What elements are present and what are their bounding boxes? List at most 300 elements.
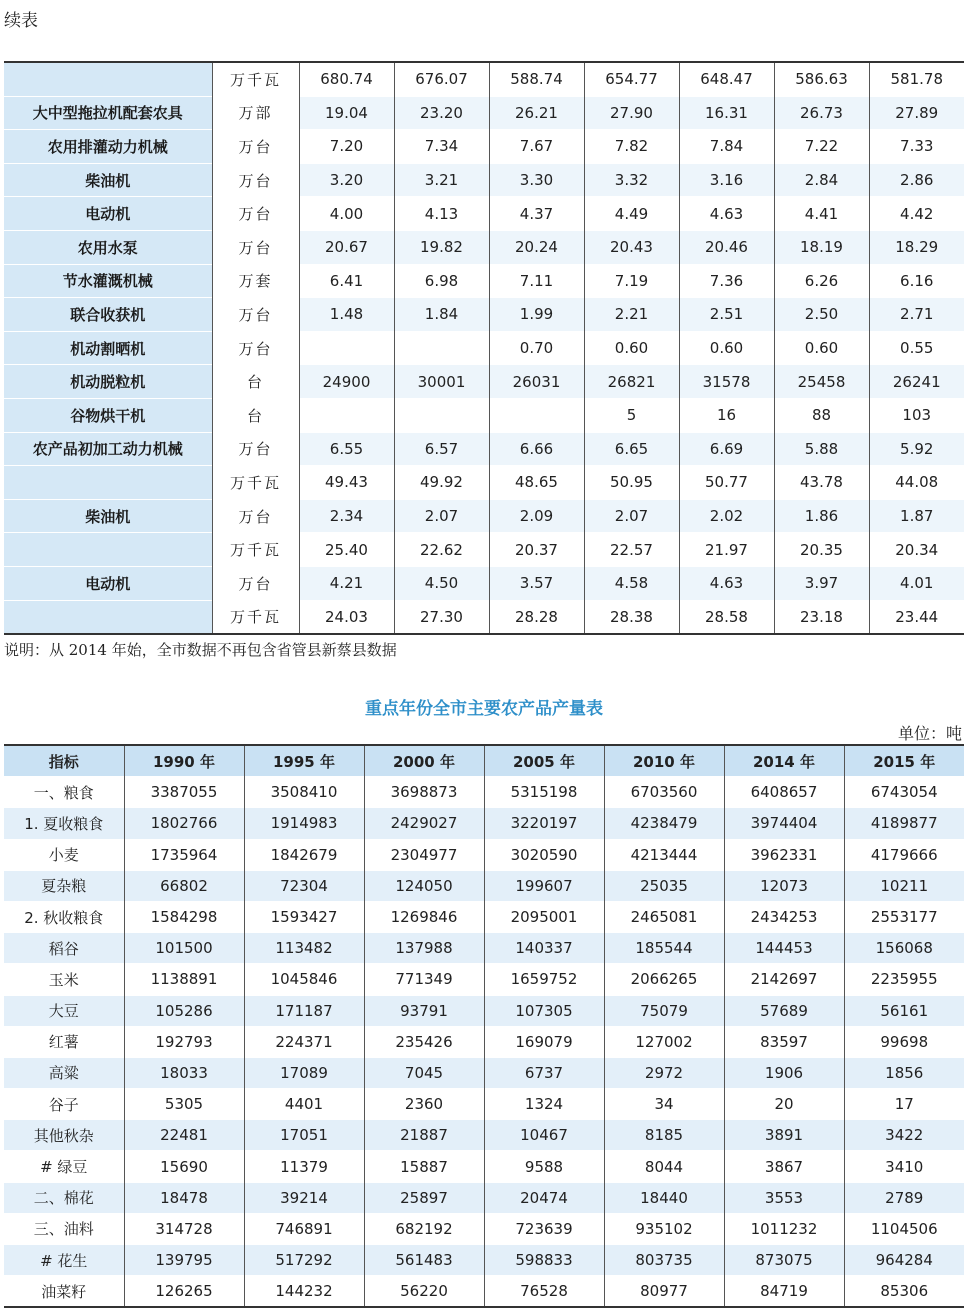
value-cell: 7.67 [489, 130, 584, 164]
unit-cell: 万台 [212, 298, 299, 332]
value-cell: 4.00 [299, 197, 394, 231]
value-cell: 3387055 [124, 777, 244, 808]
value-cell: 2304977 [364, 839, 484, 870]
row-label: 三、油料 [4, 1213, 124, 1244]
table-row [4, 499, 964, 533]
value-cell: 2553177 [844, 901, 964, 932]
value-cell: 3.21 [394, 163, 489, 197]
header-row [4, 745, 964, 777]
table-row [4, 466, 964, 500]
value-cell: 8044 [604, 1151, 724, 1182]
value-cell: 22.62 [394, 533, 489, 567]
row-label: 大豆 [4, 995, 124, 1026]
unit-cell: 万台 [212, 432, 299, 466]
value-cell [394, 398, 489, 432]
value-cell: 21.97 [679, 533, 774, 567]
value-cell: 156068 [844, 933, 964, 964]
value-cell: 2235955 [844, 964, 964, 995]
value-cell: 6.98 [394, 264, 489, 298]
table-row [4, 398, 964, 432]
unit-cell: 万台 [212, 230, 299, 264]
value-cell: 6.26 [774, 264, 869, 298]
value-cell: 84719 [724, 1276, 844, 1308]
value-cell: 49.43 [299, 466, 394, 500]
value-cell: 49.92 [394, 466, 489, 500]
value-cell: 2142697 [724, 964, 844, 995]
value-cell: 1.87 [869, 499, 964, 533]
value-cell: 224371 [244, 1026, 364, 1057]
value-cell: 1.86 [774, 499, 869, 533]
value-cell: 682192 [364, 1213, 484, 1244]
column-header: 2005 年 [484, 745, 604, 777]
value-cell [489, 398, 584, 432]
value-cell: 1659752 [484, 964, 604, 995]
table-row [4, 298, 964, 332]
value-cell: 314728 [124, 1213, 244, 1244]
value-cell: 598833 [484, 1245, 604, 1276]
table-row [4, 995, 964, 1026]
row-label [4, 533, 212, 567]
value-cell: 4.21 [299, 566, 394, 600]
value-cell: 80977 [604, 1276, 724, 1308]
value-cell: 25.40 [299, 533, 394, 567]
value-cell: 4401 [244, 1089, 364, 1120]
unit-cell: 万台 [212, 197, 299, 231]
value-cell: 23.18 [774, 600, 869, 634]
value-cell: 144232 [244, 1276, 364, 1308]
value-cell: 50.77 [679, 466, 774, 500]
value-cell: 1584298 [124, 901, 244, 932]
value-cell: 27.89 [869, 96, 964, 130]
continued-label: 续表 [4, 11, 38, 31]
value-cell: 105286 [124, 995, 244, 1026]
value-cell: 873075 [724, 1245, 844, 1276]
value-cell: 676.07 [394, 62, 489, 96]
value-cell: 2434253 [724, 901, 844, 932]
value-cell: 21887 [364, 1120, 484, 1151]
unit-cell: 万千瓦 [212, 533, 299, 567]
value-cell: 20.46 [679, 230, 774, 264]
table-row [4, 130, 964, 164]
value-cell: 2465081 [604, 901, 724, 932]
value-cell: 7.22 [774, 130, 869, 164]
value-cell: 23.44 [869, 600, 964, 634]
value-cell: 15887 [364, 1151, 484, 1182]
value-cell: 586.63 [774, 62, 869, 96]
value-cell: 20474 [484, 1182, 604, 1213]
table-row [4, 1120, 964, 1151]
table-row [4, 365, 964, 399]
value-cell: 6743054 [844, 777, 964, 808]
value-cell: 126265 [124, 1276, 244, 1308]
unit-cell: 台 [212, 398, 299, 432]
value-cell: 3.30 [489, 163, 584, 197]
table-row [4, 1089, 964, 1120]
value-cell: 581.78 [869, 62, 964, 96]
value-cell: 771349 [364, 964, 484, 995]
value-cell: 2.02 [679, 499, 774, 533]
value-cell: 4213444 [604, 839, 724, 870]
value-cell: 18.19 [774, 230, 869, 264]
value-cell: 50.95 [584, 466, 679, 500]
row-label: 谷子 [4, 1089, 124, 1120]
value-cell: 1011232 [724, 1213, 844, 1244]
value-cell: 4.37 [489, 197, 584, 231]
value-cell: 101500 [124, 933, 244, 964]
row-label: 联合收获机 [4, 298, 212, 332]
row-label: 农用水泵 [4, 230, 212, 264]
value-cell: 4189877 [844, 808, 964, 839]
row-label: 农产品初加工动力机械 [4, 432, 212, 466]
value-cell: 169079 [484, 1026, 604, 1057]
value-cell: 26031 [489, 365, 584, 399]
value-cell: 3891 [724, 1120, 844, 1151]
value-cell: 1842679 [244, 839, 364, 870]
value-cell: 18.29 [869, 230, 964, 264]
value-cell: 18440 [604, 1182, 724, 1213]
value-cell: 3553 [724, 1182, 844, 1213]
value-cell: 22481 [124, 1120, 244, 1151]
value-cell: 1802766 [124, 808, 244, 839]
value-cell: 17089 [244, 1057, 364, 1088]
value-cell: 107305 [484, 995, 604, 1026]
value-cell: 10211 [844, 870, 964, 901]
value-cell: 2.71 [869, 298, 964, 332]
row-label: 油菜籽 [4, 1276, 124, 1308]
value-cell: 2.09 [489, 499, 584, 533]
column-header: 2014 年 [724, 745, 844, 777]
value-cell: 2.51 [679, 298, 774, 332]
value-cell: 93791 [364, 995, 484, 1026]
value-cell: 0.70 [489, 331, 584, 365]
row-label: 柴油机 [4, 499, 212, 533]
value-cell: 6.69 [679, 432, 774, 466]
table-row [4, 1245, 964, 1276]
row-label: 谷物烘干机 [4, 398, 212, 432]
value-cell: 7.84 [679, 130, 774, 164]
value-cell: 561483 [364, 1245, 484, 1276]
value-cell: 17051 [244, 1120, 364, 1151]
value-cell [299, 398, 394, 432]
row-label: # 花生 [4, 1245, 124, 1276]
value-cell: 20.34 [869, 533, 964, 567]
value-cell: 0.60 [679, 331, 774, 365]
column-header: 2010 年 [604, 745, 724, 777]
table-row [4, 933, 964, 964]
unit-cell: 台 [212, 365, 299, 399]
value-cell: 16 [679, 398, 774, 432]
value-cell: 30001 [394, 365, 489, 399]
value-cell: 6.57 [394, 432, 489, 466]
table-row [4, 230, 964, 264]
unit-cell: 万千瓦 [212, 62, 299, 96]
value-cell: 2.07 [584, 499, 679, 533]
value-cell: 1593427 [244, 901, 364, 932]
value-cell: 1269846 [364, 901, 484, 932]
row-label: 红薯 [4, 1026, 124, 1057]
value-cell: 26.73 [774, 96, 869, 130]
value-cell: 24900 [299, 365, 394, 399]
value-cell: 1906 [724, 1057, 844, 1088]
value-cell: 648.47 [679, 62, 774, 96]
value-cell: 3698873 [364, 777, 484, 808]
value-cell: 2.50 [774, 298, 869, 332]
value-cell: 7.82 [584, 130, 679, 164]
row-label: 夏杂粮 [4, 870, 124, 901]
row-label [4, 600, 212, 634]
value-cell: 5305 [124, 1089, 244, 1120]
value-cell: 964284 [844, 1245, 964, 1276]
unit-cell: 万千瓦 [212, 466, 299, 500]
value-cell: 23.20 [394, 96, 489, 130]
value-cell: 4.49 [584, 197, 679, 231]
value-cell: 66802 [124, 870, 244, 901]
table-row [4, 964, 964, 995]
column-header: 指标 [4, 745, 124, 777]
value-cell: 103 [869, 398, 964, 432]
row-label: 农用排灌动力机械 [4, 130, 212, 164]
value-cell: 18033 [124, 1057, 244, 1088]
value-cell: 6.41 [299, 264, 394, 298]
value-cell: 20 [724, 1089, 844, 1120]
value-cell: 18478 [124, 1182, 244, 1213]
value-cell: 6.16 [869, 264, 964, 298]
value-cell: 1856 [844, 1057, 964, 1088]
value-cell: 7045 [364, 1057, 484, 1088]
value-cell: 2.84 [774, 163, 869, 197]
value-cell: 22.57 [584, 533, 679, 567]
table-row [4, 870, 964, 901]
unit-cell: 万台 [212, 130, 299, 164]
value-cell: 4.42 [869, 197, 964, 231]
table-row [4, 777, 964, 808]
value-cell: 4.50 [394, 566, 489, 600]
unit-cell: 万千瓦 [212, 600, 299, 634]
column-header: 2000 年 [364, 745, 484, 777]
value-cell: 76528 [484, 1276, 604, 1308]
value-cell: 113482 [244, 933, 364, 964]
value-cell: 1045846 [244, 964, 364, 995]
table-row [4, 566, 964, 600]
value-cell: 6.66 [489, 432, 584, 466]
column-header: 2015 年 [844, 745, 964, 777]
value-cell: 3974404 [724, 808, 844, 839]
value-cell: 4.13 [394, 197, 489, 231]
table-row [4, 1057, 964, 1088]
row-label: 大中型拖拉机配套农具 [4, 96, 212, 130]
value-cell: 588.74 [489, 62, 584, 96]
value-cell: 20.37 [489, 533, 584, 567]
table-row [4, 96, 964, 130]
value-cell: 235426 [364, 1026, 484, 1057]
row-label [4, 62, 212, 96]
value-cell: 4.01 [869, 566, 964, 600]
value-cell: 34 [604, 1089, 724, 1120]
table-row [4, 1213, 964, 1244]
value-cell: 4.63 [679, 566, 774, 600]
value-cell: 19.82 [394, 230, 489, 264]
value-cell: 43.78 [774, 466, 869, 500]
value-cell: 8185 [604, 1120, 724, 1151]
row-label: 稻谷 [4, 933, 124, 964]
machinery-table [4, 61, 964, 635]
row-label: 二、棉花 [4, 1182, 124, 1213]
value-cell: 31578 [679, 365, 774, 399]
value-cell: 137988 [364, 933, 484, 964]
table-row [4, 600, 964, 634]
value-cell: 2066265 [604, 964, 724, 995]
value-cell: 56220 [364, 1276, 484, 1308]
unit-label: 单位：吨 [897, 724, 962, 743]
unit-cell: 万台 [212, 163, 299, 197]
value-cell: 124050 [364, 870, 484, 901]
value-cell: 171187 [244, 995, 364, 1026]
value-cell: 6408657 [724, 777, 844, 808]
value-cell: 0.60 [774, 331, 869, 365]
table-row [4, 1182, 964, 1213]
value-cell: 20.67 [299, 230, 394, 264]
value-cell: 1914983 [244, 808, 364, 839]
value-cell: 75079 [604, 995, 724, 1026]
value-cell: 5315198 [484, 777, 604, 808]
table-row [4, 1151, 964, 1182]
value-cell: 25458 [774, 365, 869, 399]
value-cell: 1138891 [124, 964, 244, 995]
value-cell: 83597 [724, 1026, 844, 1057]
value-cell: 12073 [724, 870, 844, 901]
table-row [4, 901, 964, 932]
row-label: 电动机 [4, 197, 212, 231]
value-cell: 5 [584, 398, 679, 432]
value-cell: 2972 [604, 1057, 724, 1088]
row-label: 柴油机 [4, 163, 212, 197]
value-cell: 2360 [364, 1089, 484, 1120]
value-cell: 2789 [844, 1182, 964, 1213]
value-cell: 39214 [244, 1182, 364, 1213]
row-label: 其他秋杂 [4, 1120, 124, 1151]
value-cell: 3.57 [489, 566, 584, 600]
value-cell: 680.74 [299, 62, 394, 96]
value-cell: 20.24 [489, 230, 584, 264]
value-cell: 199607 [484, 870, 604, 901]
value-cell: 2429027 [364, 808, 484, 839]
value-cell: 3962331 [724, 839, 844, 870]
value-cell: 7.36 [679, 264, 774, 298]
value-cell: 803735 [604, 1245, 724, 1276]
value-cell: 15690 [124, 1151, 244, 1182]
value-cell: 27.30 [394, 600, 489, 634]
value-cell: 2.86 [869, 163, 964, 197]
value-cell: 935102 [604, 1213, 724, 1244]
value-cell: 16.31 [679, 96, 774, 130]
value-cell: 1.99 [489, 298, 584, 332]
row-label: 节水灌溉机械 [4, 264, 212, 298]
value-cell: 28.58 [679, 600, 774, 634]
value-cell: 2.34 [299, 499, 394, 533]
row-label: 机动脱粒机 [4, 365, 212, 399]
table-title: 重点年份全市主要农产品产量表 [365, 699, 603, 719]
row-label: 小麦 [4, 839, 124, 870]
value-cell: 5.92 [869, 432, 964, 466]
value-cell: 7.33 [869, 130, 964, 164]
value-cell: 56161 [844, 995, 964, 1026]
value-cell: 3.20 [299, 163, 394, 197]
value-cell: 7.20 [299, 130, 394, 164]
value-cell: 20.43 [584, 230, 679, 264]
unit-cell: 万套 [212, 264, 299, 298]
value-cell: 19.04 [299, 96, 394, 130]
value-cell: 57689 [724, 995, 844, 1026]
value-cell: 4179666 [844, 839, 964, 870]
value-cell: 7.19 [584, 264, 679, 298]
value-cell: 3410 [844, 1151, 964, 1182]
value-cell: 746891 [244, 1213, 364, 1244]
value-cell: 5.88 [774, 432, 869, 466]
column-header: 1995 年 [244, 745, 364, 777]
value-cell: 0.55 [869, 331, 964, 365]
value-cell: 7.11 [489, 264, 584, 298]
value-cell: 723639 [484, 1213, 604, 1244]
value-cell: 3.32 [584, 163, 679, 197]
value-cell: 99698 [844, 1026, 964, 1057]
value-cell: 27.90 [584, 96, 679, 130]
value-cell: 4238479 [604, 808, 724, 839]
value-cell: 2.21 [584, 298, 679, 332]
value-cell: 26821 [584, 365, 679, 399]
row-label: # 绿豆 [4, 1151, 124, 1182]
value-cell: 25035 [604, 870, 724, 901]
value-cell [299, 331, 394, 365]
value-cell: 0.60 [584, 331, 679, 365]
table-row [4, 163, 964, 197]
table-row [4, 197, 964, 231]
value-cell: 1.48 [299, 298, 394, 332]
value-cell: 24.03 [299, 600, 394, 634]
value-cell: 1104506 [844, 1213, 964, 1244]
table-row [4, 839, 964, 870]
value-cell: 2.07 [394, 499, 489, 533]
value-cell: 139795 [124, 1245, 244, 1276]
table-row [4, 1026, 964, 1057]
value-cell: 192793 [124, 1026, 244, 1057]
value-cell: 4.41 [774, 197, 869, 231]
value-cell: 85306 [844, 1276, 964, 1308]
value-cell: 144453 [724, 933, 844, 964]
table-row [4, 62, 964, 96]
unit-cell: 万部 [212, 96, 299, 130]
unit-cell: 万台 [212, 566, 299, 600]
value-cell: 25897 [364, 1182, 484, 1213]
value-cell: 6.65 [584, 432, 679, 466]
value-cell: 140337 [484, 933, 604, 964]
value-cell: 48.65 [489, 466, 584, 500]
value-cell: 3867 [724, 1151, 844, 1182]
row-label: 一、粮食 [4, 777, 124, 808]
value-cell: 2095001 [484, 901, 604, 932]
row-label: 玉米 [4, 964, 124, 995]
value-cell: 3508410 [244, 777, 364, 808]
value-cell: 28.38 [584, 600, 679, 634]
value-cell: 517292 [244, 1245, 364, 1276]
row-label: 1. 夏收粮食 [4, 808, 124, 839]
value-cell: 72304 [244, 870, 364, 901]
row-label: 2. 秋收粮食 [4, 901, 124, 932]
value-cell: 4.58 [584, 566, 679, 600]
value-cell: 17 [844, 1089, 964, 1120]
value-cell: 26.21 [489, 96, 584, 130]
value-cell: 3.97 [774, 566, 869, 600]
table-row [4, 533, 964, 567]
